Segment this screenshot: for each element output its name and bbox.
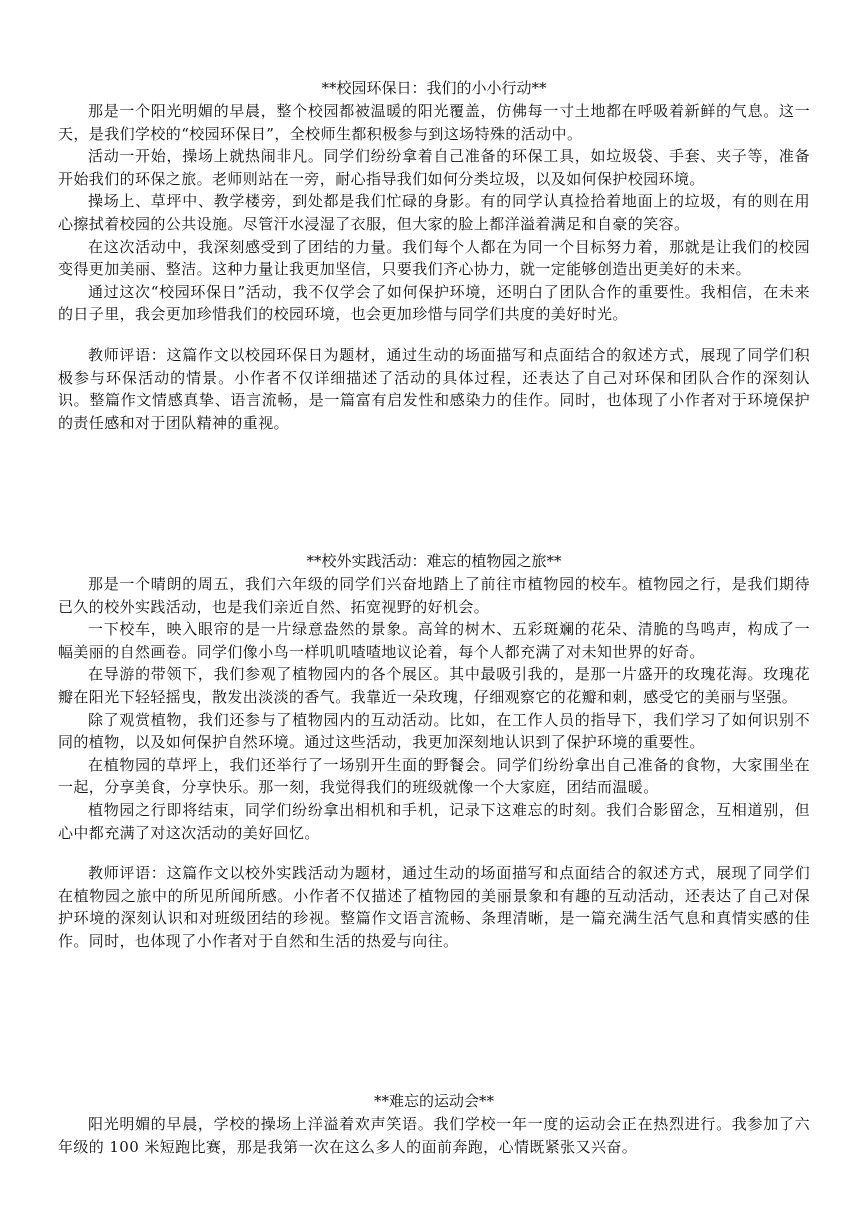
essay-paragraph: 那是一个阳光明媚的早晨，整个校园都被温暖的阳光覆盖，仿佛每一寸土地都在呼吸着新鲜的气息。这一天，是我们学校的“校园环保日”，全校师生都积极参与到这场特殊的活动中。 bbox=[58, 102, 810, 143]
essay-paragraph: 那是一个晴朗的周五，我们六年级的同学们兴奋地踏上了前往市植物园的校车。植物园之行，是我们期待已久的校外实践活动，也是我们亲近自然、拓宽视野的好机会。 bbox=[58, 575, 810, 616]
essay-botanical-garden-trip bbox=[58, 549, 810, 953]
essay-title: **难忘的运动会** bbox=[373, 1092, 494, 1110]
essay-campus-environment-day bbox=[58, 76, 810, 434]
essay-title: **校外实践活动：难忘的植物园之旅** bbox=[306, 552, 562, 570]
essay-paragraph: 除了观赏植物，我们还参与了植物园内的互动活动。比如，在工作人员的指导下，我们学习了如何识别不同的植物，以及如何保护自然环境。通过这些活动，我更加深刻地认识到了保护环境的重要性。 bbox=[58, 710, 810, 752]
teacher-comment: 教师评语：这篇作文以校外实践活动为题材，通过生动的场面描写和点面结合的叙述方式，展现了同学们在植物园之旅中的所见所闻所感。小作者不仅描述了植物园的美丽景象和有趣的互动活动，还表达了自己对保护环境的深刻认识和对班级团结的珍视。整篇作文语言流畅、条理清晰，是一篇充满生活气息和真情实感的佳作。同时，也体现了小作者对于自然和生活的热爱与向往。 bbox=[58, 864, 810, 950]
essay-paragraph: 植物园之行即将结束，同学们纷纷拿出相机和手机，记录下这难忘的时刻。我们合影留念，互相道别，但心中都充满了对这次活动的美好回忆。 bbox=[58, 800, 810, 842]
essay-paragraph: 在这次活动中，我深刻感受到了团结的力量。我们每个人都在为同一个目标努力着，那就是让我们的校园变得更加美丽、整洁。这种力量让我更加坚信，只要我们齐心协力，就一定能够创造出更美好的未来。 bbox=[58, 237, 810, 279]
essay-paragraph: 通过这次“校园环保日”活动，我不仅学会了如何保护环境，还明白了团队合作的重要性。我相信，在未来的日子里，我会更加珍惜我们的校园环境，也会更加珍惜与同学们共度的美好时光。 bbox=[58, 282, 810, 324]
essay-paragraph: 活动一开始，操场上就热闹非凡。同学们纷纷拿着自己准备的环保工具，如垃圾袋、手套、夹子等，准备开始我们的环保之旅。老师则站在一旁，耐心指导我们如何分类垃圾，以及如何保护校园环境。 bbox=[58, 147, 810, 188]
essay-paragraph: 一下校车，映入眼帘的是一片绿意盎然的景象。高耸的树木、五彩斑斓的花朵、清脆的鸟鸣声，构成了一幅美丽的自然画卷。同学们像小鸟一样叽叽喳喳地议论着，每个人都充满了对未知世界的好奇。 bbox=[58, 620, 810, 661]
essay-sports-meet bbox=[58, 1089, 810, 1158]
essay-paragraph: 阳光明媚的早晨，学校的操场上洋溢着欢声笑语。我们学校一年一度的运动会正在热烈进行。我参加了六年级的 100 米短跑比赛，那是我第一次在这么多人的面前奔跑，心情既紧张又兴奋。 bbox=[58, 1115, 810, 1156]
teacher-comment: 教师评语：这篇作文以校园环保日为题材，通过生动的场面描写和点面结合的叙述方式，展现了同学们积极参与环保活动的情景。小作者不仅详细描述了活动的具体过程，还表达了自己对环保和团队合作的深刻认识。整篇作文情感真挚、语言流畅，是一篇富有启发性和感染力的佳作。同时，也体现了小作者对于环境保护的责任感和对于团队精神的重视。 bbox=[58, 345, 810, 432]
essay-paragraph: 在导游的带领下，我们参观了植物园内的各个展区。其中最吸引我的，是那一片盛开的玫瑰花海。玫瑰花瓣在阳光下轻轻摇曳，散发出淡淡的香气。我靠近一朵玫瑰，仔细观察它的花瓣和刺，感受它的美丽与坚强。 bbox=[58, 665, 810, 706]
essay-title: **校园环保日：我们的小小行动** bbox=[321, 79, 547, 97]
essay-paragraph: 操场上、草坪中、教学楼旁，到处都是我们忙碌的身影。有的同学认真捡拾着地面上的垃圾，有的则在用心擦拭着校园的公共设施。尽管汗水浸湿了衣服，但大家的脸上都洋溢着满足和自豪的笑容。 bbox=[58, 192, 810, 233]
essay-paragraph: 在植物园的草坪上，我们还举行了一场别开生面的野餐会。同学们纷纷拿出自己准备的食物，大家围坐在一起，分享美食，分享快乐。那一刻，我觉得我们的班级就像一个大家庭，团结而温暖。 bbox=[58, 755, 810, 797]
